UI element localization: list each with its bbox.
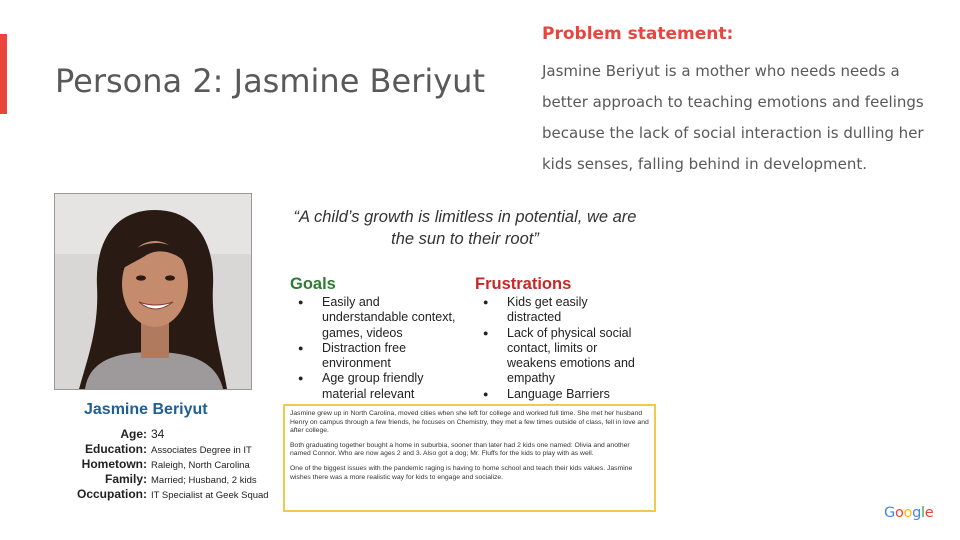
logo-letter: e <box>924 505 934 521</box>
portrait-illustration <box>55 194 251 389</box>
story-paragraph: One of the biggest issues with the pandemic raging is having to home school and teach their kids values. Jasmine wishes there was a more realistic way for kids to engage and socialize. <box>290 464 633 481</box>
logo-letter: l <box>921 505 925 521</box>
problem-statement-heading: Problem statement: <box>542 24 734 44</box>
logo-letter: o <box>894 505 904 521</box>
persona-details <box>60 427 269 502</box>
goal-item: ● Easily and understandable context, games, videos <box>290 295 462 341</box>
detail-value: Associates Degree in IT <box>151 445 252 456</box>
persona-story-box <box>283 404 656 512</box>
logo-letter: o <box>903 505 913 521</box>
goal-item: ● Age group friendly material relevant <box>290 371 462 402</box>
detail-value: Married; Husband, 2 kids <box>151 475 257 486</box>
logo-letter: G <box>884 505 895 521</box>
detail-label: Family: <box>104 472 147 486</box>
detail-row-occupation <box>60 487 269 502</box>
story-paragraph: Jasmine grew up in North Carolina, moved cities when she left for college and worked full time. She met her husband Henry on campus through a few friends, he focuses on Chemistry, they met a few times outside of class, fell in love and after college. <box>290 410 649 435</box>
goal-item: ● Distraction free environment <box>290 341 462 372</box>
goals-list <box>290 295 462 402</box>
frustrations-heading: Frustrations <box>475 275 572 293</box>
detail-row-family <box>60 472 269 487</box>
frustrations-list <box>475 295 645 402</box>
detail-label: Hometown: <box>81 457 147 471</box>
persona-name: Jasmine Beriyut <box>84 401 208 418</box>
frustration-item: ● Lack of physical social contact, limits or weakens emotions and empathy <box>475 326 645 387</box>
persona-quote: “A child’s growth is limitless in potential, we are the sun to their root” <box>293 208 637 248</box>
google-logo <box>884 505 933 521</box>
detail-label: Education: <box>85 442 147 456</box>
logo-letter: g <box>912 505 921 521</box>
slide-title: Persona 2: Jasmine Beriyut <box>55 62 485 100</box>
detail-value: IT Specialist at Geek Squad <box>151 490 269 501</box>
frustration-item: ● Language Barriers <box>475 387 645 402</box>
detail-value: Raleigh, North Carolina <box>151 460 250 471</box>
story-paragraph: Both graduating together bought a home in suburbia, sooner than later had 2 kids one named: Olivia and another named Connor. Who are now ages 2 and 3. Also got a dog; Mr. Fluffs for the kids to play with as well. <box>290 441 630 458</box>
detail-row-age <box>60 427 269 442</box>
detail-row-education <box>60 442 269 457</box>
accent-bar <box>0 34 7 114</box>
problem-statement-body: Jasmine Beriyut is a mother who needs needs a better approach to teaching emotions and feelings because the lack of social interaction is dulling her kids senses, falling behind in development. <box>542 62 924 173</box>
detail-label: Occupation: <box>76 487 147 501</box>
detail-row-hometown <box>60 457 269 472</box>
persona-photo <box>54 193 252 390</box>
frustration-item: ● Kids get easily distracted <box>475 295 645 326</box>
detail-value: 34 <box>151 427 165 441</box>
detail-label: Age: <box>120 427 147 441</box>
goals-heading: Goals <box>290 275 336 293</box>
